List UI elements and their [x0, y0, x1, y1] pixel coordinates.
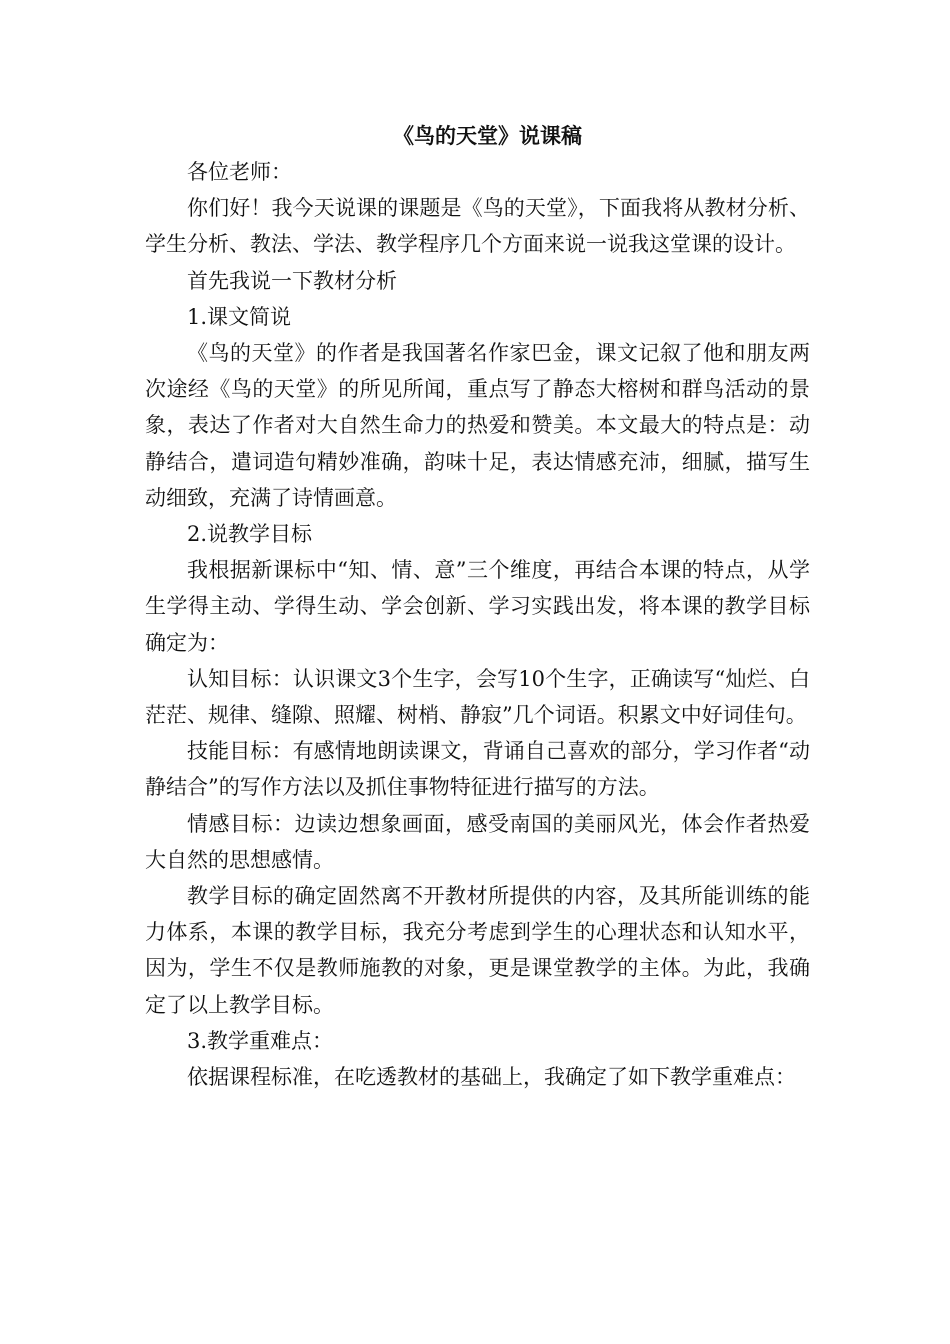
paragraph-skill-goal: 技能目标：有感情地朗读课文，背诵自己喜欢的部分，学习作者“动静结合”的写作方法以及抓住事物特征进行描写的方法。 — [145, 739, 810, 800]
section-heading-text-overview: 1.课文简说 — [187, 304, 292, 329]
paragraph-material-analysis: 首先我说一下教材分析 — [187, 268, 397, 293]
paragraph-emotion-goal: 情感目标：边读边想象画面，感受南国的美丽风光，体会作者热爱大自然的思想感情。 — [145, 811, 810, 872]
paragraph-greeting: 各位老师： — [187, 160, 292, 184]
paragraph-cognitive-goal: 认知目标：认识课文3个生字，会写10个生字，正确读写“灿烂、白茫茫、规律、缝隙、照耀、树梢、静寂”几个词语。积累文中好词佳句。 — [145, 666, 810, 728]
paragraph-goals-rationale: 教学目标的确定固然离不开教材所提供的内容，及其所能训练的能力体系，本课的教学目标，我充分考虑到学生的心理状态和认知水平，因为，学生不仅是教师施教的对象，更是课堂教学的主体。为此，我确定了以上教学目标。 — [145, 884, 810, 1017]
paragraph-text-overview: 《鸟的天堂》的作者是我国著名作家巴金，课文记叙了他和朋友两次途经《鸟的天堂》的所见所闻，重点写了静态大榕树和群鸟活动的景象，表达了作者对大自然生命力的热爱和赞美。本文最大的特点是：动静结合，遣词造句精妙准确，韵味十足，表达情感充沛，细腻，描写生动细致，充满了诗情画意。 — [145, 341, 810, 510]
paragraph-key-points: 依据课程标准，在吃透教材的基础上，我确定了如下教学重难点： — [187, 1065, 796, 1090]
document-title: 《鸟的天堂》说课稿 — [393, 124, 582, 148]
paragraph-goals-intro: 我根据新课标中“知、情、意”三个维度，再结合本课的特点，从学生学得主动、学得生动、学会创新、学习实践出发，将本课的教学目标确定为： — [145, 558, 810, 655]
section-heading-key-points: 3.教学重难点： — [187, 1028, 334, 1053]
section-heading-teaching-goals: 2.说教学目标 — [187, 522, 313, 547]
paragraph-intro: 你们好！我今天说课的课题是《鸟的天堂》，下面我将从教材分析、学生分析、教法、学法、教学程序几个方面来说一说我这堂课的设计。 — [145, 196, 810, 257]
document-page — [145, 118, 810, 1095]
